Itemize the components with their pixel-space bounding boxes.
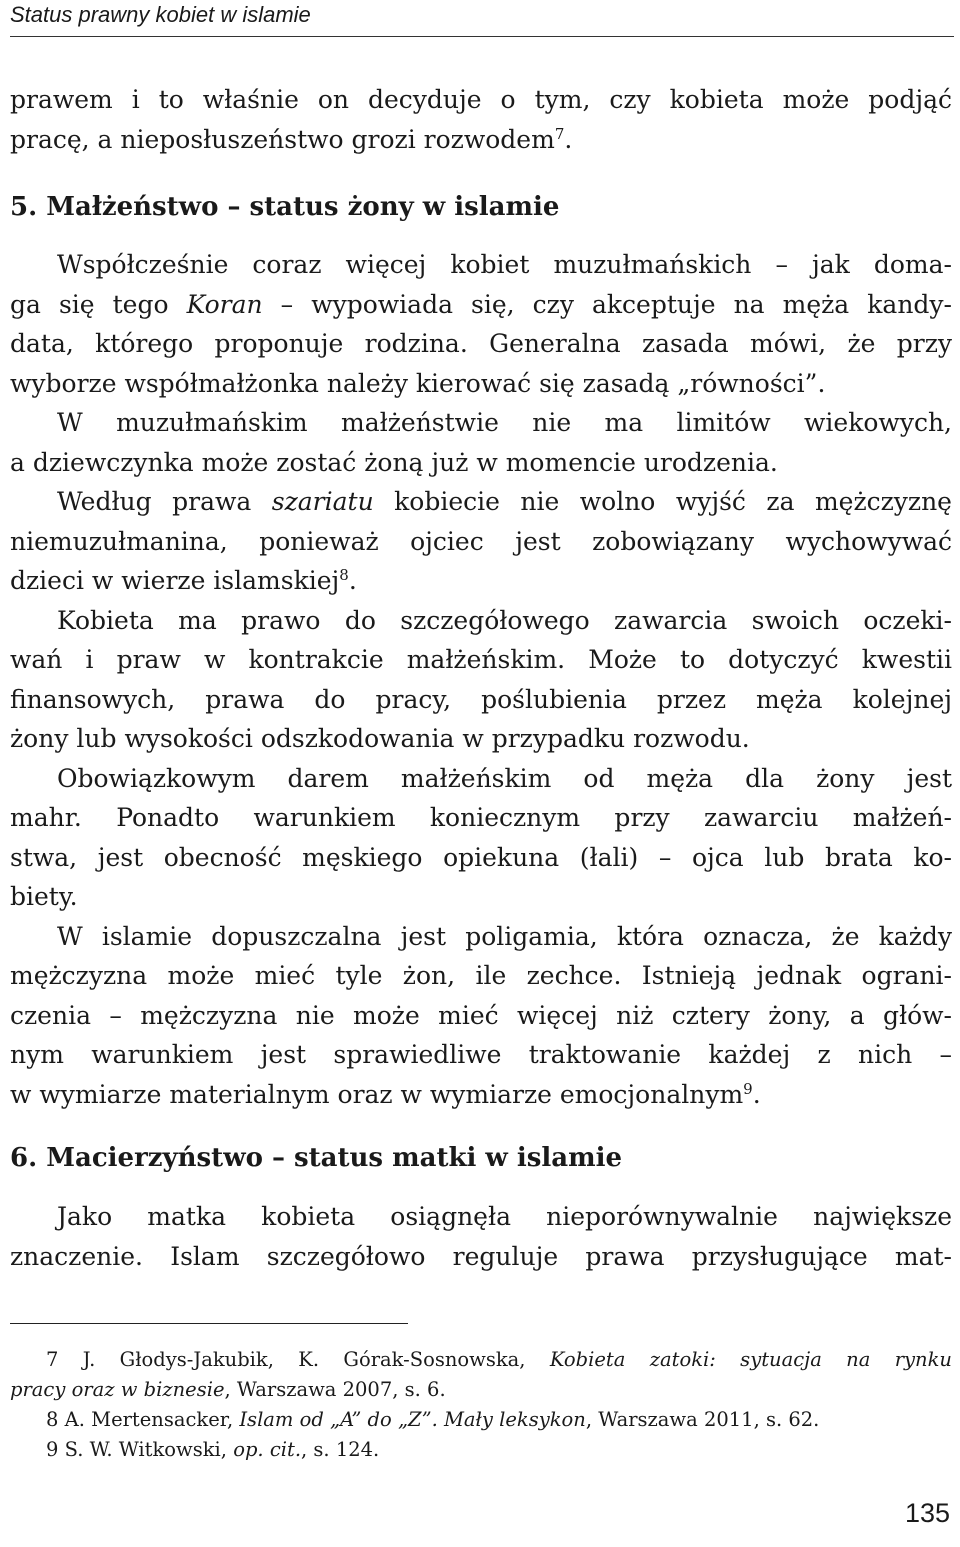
text-line: Kobieta ma prawo do szczegółowego zawarcia swoich oczeki- (57, 605, 952, 635)
text-line: mahr. Ponadto warunkiem koniecznym przy zawarciu małżeń- (10, 803, 952, 832)
page-number: 135 (904, 1498, 950, 1528)
section-heading-5: 5. Małżeństwo – status żony w islamie (10, 192, 560, 222)
footnote-7: 7 J. Głodys-Jakubik, K. Górak-Sosnowska, Kobieta zatoki: sytuacja na rynku (46, 1348, 952, 1371)
text-line: czenia – mężczyzna nie może mieć więcej niż cztery żony, a głów- (10, 1000, 952, 1030)
text-line: a dziewczynka może zostać żoną już w momencie urodzenia. (10, 447, 778, 477)
running-title: Status prawny kobiet w islamie (10, 2, 311, 27)
intro-paragraph (10, 80, 952, 159)
footnote-separator (10, 1323, 408, 1324)
footnote-7-continued: pracy oraz w biznesie, Warszawa 2007, s. 6. (10, 1378, 446, 1401)
text-line: mężczyzna może mieć tyle żon, ile zechce. Istnieją jednak ograni- (10, 961, 952, 990)
footnote-number: 7 (46, 1348, 59, 1371)
text-line: dzieci w wierze islamskiej$^8$. (10, 566, 357, 595)
text-line: wyborze współmałżonka należy kierować się zasadą „równości”. (10, 368, 826, 398)
text-line: Jako matka kobieta osiągnęła nieporównywalnie największe (57, 1202, 952, 1231)
text-line: ga się tego Koran – wypowiada się, czy akceptuje na męża kandy- (10, 289, 952, 319)
text-line: W muzułmańskim małżeństwie nie ma limitów wiekowych, (57, 408, 952, 437)
section-5-body (10, 245, 952, 1114)
text-line: wań i praw w kontrakcie małżeńskim. Może to dotyczyć kwestii (10, 645, 952, 674)
text-line: Według prawa szariatu kobiecie nie wolno wyjść za mężczyznę (57, 487, 952, 516)
text-line: data, którego proponuje rodzina. Generalna zasada mówi, że przy (10, 329, 952, 358)
footnote-number: 8 (46, 1408, 59, 1431)
footnote-number: 9 (46, 1438, 59, 1461)
emphasis-koran: Koran (186, 289, 263, 319)
text-line: w wymiarze materialnym oraz w wymiarze emocjonalnym$^9$. (10, 1079, 761, 1109)
text-line: stwa, jest obecność męskiego opiekuna (łali) – ojca lub brata ko- (10, 842, 952, 872)
text-line: W islamie dopuszczalna jest poligamia, która oznacza, że każdy (57, 921, 952, 951)
text-line: żony lub wysokości odszkodowania w przypadku rozwodu. (10, 724, 750, 753)
footnote-ref-8: 8 (339, 566, 349, 584)
footnotes (10, 1345, 952, 1465)
text-line: znaczenie. Islam szczegółowo reguluje prawa przysługujące mat- (10, 1241, 952, 1271)
text-line: prawem i to właśnie on decyduje o tym, czy kobieta może podjąć (10, 85, 952, 114)
section-6-body (10, 1197, 952, 1276)
text-line: biety. (10, 882, 78, 911)
footnote-9: 9 S. W. Witkowski, op. cit., s. 124. (46, 1438, 380, 1461)
text-line: Współcześnie coraz więcej kobiet muzułmańskich – jak doma- (57, 250, 952, 279)
text-line: Obowiązkowym darem małżeńskim od męża dla żony jest (57, 763, 952, 793)
footnote-8: 8 A. Mertensacker, Islam od „A” do „Z”. Mały leksykon, Warszawa 2011, s. 62. (46, 1408, 820, 1431)
text-line: nym warunkiem jest sprawiedliwe traktowanie każdej z nich – (10, 1040, 952, 1069)
footnote-ref-9: 9 (743, 1079, 753, 1098)
text-line: niemuzułmanina, ponieważ ojciec jest zobowiązany wychowywać (10, 526, 952, 556)
text-line: finansowych, prawa do pracy, poślubienia przez męża kolejnej (10, 684, 952, 714)
emphasis-szariat: szariatu (271, 487, 374, 516)
section-heading-6: 6. Macierzyństwo – status matki w islamie (10, 1143, 623, 1173)
running-header (10, 0, 954, 37)
text-line: pracę, a nieposłuszeństwo grozi rozwodem$^7$. (10, 124, 573, 154)
footnote-ref-7: 7 (554, 124, 565, 143)
